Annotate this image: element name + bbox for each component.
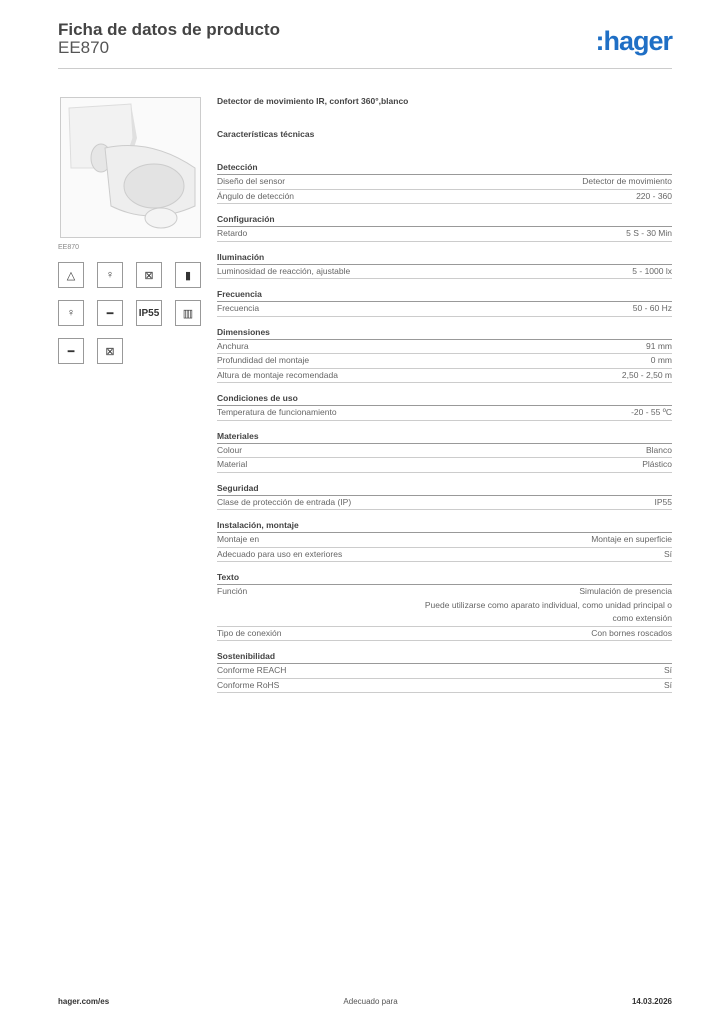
spec-value: Simulación de presencia Puede utilizarse como aparato individual, como unidad principal o como extensión [424,586,672,623]
image-caption: EE870 [58,244,80,251]
spec-label: Tipo de conexión [217,627,282,638]
spec-section [217,326,672,384]
spec-value: 5 - 1000 lx [632,265,672,276]
section-title: Texto [217,571,672,585]
spec-section [217,430,672,473]
spec-value: Con bornes roscados [591,627,672,638]
spec-value: 220 - 360 [636,190,672,201]
product-code: EE870 [58,38,110,57]
section-title: Configuración [217,213,672,227]
product-image [60,97,201,238]
spec-label: Conforme REACH [217,665,287,675]
spec-section [217,161,672,204]
bulb-icon: ♀ [58,300,84,326]
spec-value: IP55 [654,496,672,507]
spec-value: 50 - 60 Hz [632,303,672,313]
spec-row [217,627,672,642]
fluorescent-icon: ▮ [175,262,201,288]
spec-row [217,548,672,563]
spec-section [217,519,672,562]
spec-value: Sí [663,548,672,559]
spec-row [217,458,672,473]
spec-section [217,213,672,242]
section-title: Iluminación [217,251,672,265]
application-icons [58,262,208,364]
lamp-icon: △ [58,262,84,288]
spec-label: Colour [217,444,243,455]
spec-section [217,392,672,421]
spec-row [217,265,672,280]
spec-label: Temperatura de funcionamiento [217,407,337,417]
spec-label: Montaje en [217,534,260,544]
spec-section [217,650,672,693]
section-title: Detección [217,161,672,175]
spec-row [217,533,672,548]
footer-center: Adecuado para [343,997,398,1006]
spec-label: Luminosidad de reacción, ajustable [217,265,351,276]
spec-row [217,406,672,421]
spec-label: Frecuencia [217,303,260,313]
product-description: Detector de movimiento IR, confort 360°,blanco [217,96,409,106]
spec-sheet [217,96,672,693]
spec-section [217,288,672,317]
spec-label: Profundidad del montaje [217,355,310,365]
spec-row [217,679,672,694]
spec-label: Clase de protección de entrada (IP) [217,496,352,507]
section-title: Materiales [217,430,672,444]
spec-section [217,482,672,511]
spec-value: -20 - 55 ºC [631,407,672,417]
section-title: Frecuencia [217,288,672,302]
section-title: Condiciones de uso [217,392,672,406]
spec-row [217,369,672,384]
spec-value: 5 S - 30 Min [626,228,672,238]
spec-label: Conforme RoHS [217,679,280,690]
motor-icon: ⊠ [97,338,123,364]
spec-row [217,444,672,459]
spec-row [217,302,672,317]
spec-label: Material [217,459,248,469]
spec-label: Ángulo de detección [217,190,295,201]
halogen-bulb-icon: ♀ [97,262,123,288]
ip55-icon: IP55 [136,300,162,326]
footer-website[interactable]: hager.com/es [58,997,110,1006]
footer [58,997,672,1006]
divider [58,68,672,69]
spec-value: Detector de movimiento [582,176,672,186]
spec-label: Función [217,586,248,596]
spec-label: Altura de montaje recomendada [217,369,338,380]
section-title: Dimensiones [217,326,672,340]
section-title: Instalación, montaje [217,519,672,533]
led-strip-icon: ━ [58,338,84,364]
transformer-icon: ⊠ [136,262,162,288]
spec-label: Retardo [217,228,248,238]
spec-row [217,190,672,205]
spec-section [217,251,672,280]
spec-value: Plástico [642,459,672,469]
spec-row [217,175,672,190]
page-title: Ficha de datos de producto [58,20,280,39]
spec-value: Sí [663,679,672,690]
spec-row [217,664,672,679]
section-title: Seguridad [217,482,672,496]
electronic-transformer-icon: ▥ [175,300,201,326]
spec-row [217,340,672,355]
spec-label: Diseño del sensor [217,176,286,186]
spec-row [217,585,672,627]
spec-row [217,496,672,511]
spec-label: Adecuado para uso en exteriores [217,548,343,559]
spec-value: 2,50 - 2,50 m [621,369,672,380]
section-title: Sostenibilidad [217,650,672,664]
spec-value: Montaje en superficie [591,534,672,544]
spec-label: Anchura [217,340,249,351]
footer-date: 14.03.2026 [631,997,672,1006]
spec-row [217,227,672,242]
spec-value: 91 mm [646,340,672,351]
specs-heading: Características técnicas [217,129,315,139]
hager-logo: :hager [595,26,672,56]
spec-value: Sí [663,665,672,675]
spec-value: 0 mm [650,355,672,365]
tube-icon: ━ [97,300,123,326]
spec-section [217,571,672,641]
spec-value: Blanco [646,444,672,455]
spec-row [217,354,672,369]
